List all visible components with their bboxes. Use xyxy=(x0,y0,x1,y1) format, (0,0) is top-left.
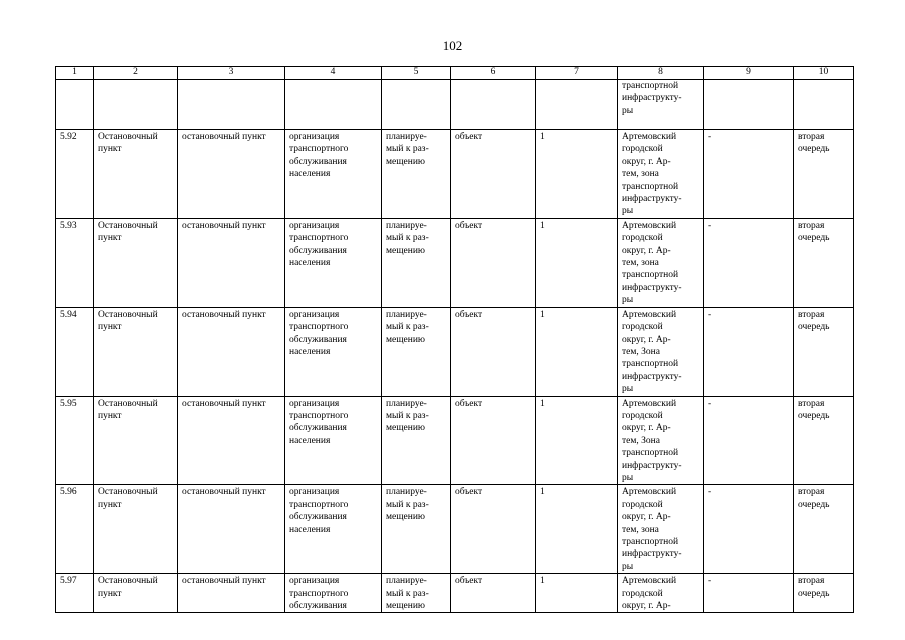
object-stage: вторая очередь xyxy=(794,574,854,613)
object-count: 1 xyxy=(536,218,618,307)
row-number: 5.97 xyxy=(56,574,94,613)
column-header: 1 xyxy=(56,67,94,80)
column-header: 10 xyxy=(794,67,854,80)
object-zone: - xyxy=(704,396,794,485)
object-location: Артемовский городской округ, г. Ар- тем, зона транспортной инфраструкту- ры xyxy=(618,130,704,219)
object-count: 1 xyxy=(536,130,618,219)
table-cell xyxy=(178,80,285,130)
table-cell xyxy=(451,80,536,130)
object-stage: вторая очередь xyxy=(794,485,854,574)
object-zone: - xyxy=(704,218,794,307)
table-row xyxy=(56,396,854,485)
object-type: остановочный пункт xyxy=(178,396,285,485)
object-purpose: организация транспортного обслуживания xyxy=(285,574,382,613)
page-number: 102 xyxy=(442,38,463,53)
object-name: Остановочный пункт xyxy=(94,485,178,574)
column-header: 8 xyxy=(618,67,704,80)
object-stage: вторая очередь xyxy=(794,307,854,396)
object-purpose: организация транспортного обслуживания населения xyxy=(285,396,382,485)
object-type: остановочный пункт xyxy=(178,130,285,219)
object-name: Остановочный пункт xyxy=(94,218,178,307)
object-name: Остановочный пункт xyxy=(94,307,178,396)
table-cell: транспортной инфраструкту- ры xyxy=(618,80,704,130)
column-header: 7 xyxy=(536,67,618,80)
table-row xyxy=(56,574,854,613)
object-status: планируе- мый к раз- мещению xyxy=(382,218,451,307)
objects-table xyxy=(55,66,854,613)
table-cell xyxy=(536,80,618,130)
table-cell xyxy=(285,80,382,130)
object-type: остановочный пункт xyxy=(178,574,285,613)
object-status: планируе- мый к раз- мещению xyxy=(382,307,451,396)
object-status: планируе- мый к раз- мещению xyxy=(382,485,451,574)
object-location: Артемовский городской округ, г. Ар- тем, Зона транспортной инфраструкту- ры xyxy=(618,396,704,485)
row-number: 5.92 xyxy=(56,130,94,219)
object-location: Артемовский городской округ, г. Ар- тем, зона транспортной инфраструкту- ры xyxy=(618,485,704,574)
object-status: планируе- мый к раз- мещению xyxy=(382,574,451,613)
column-header: 9 xyxy=(704,67,794,80)
object-zone: - xyxy=(704,130,794,219)
table-row xyxy=(56,218,854,307)
object-unit: объект xyxy=(451,307,536,396)
object-name: Остановочный пункт xyxy=(94,130,178,219)
table-cell xyxy=(382,80,451,130)
object-type: остановочный пункт xyxy=(178,307,285,396)
row-number: 5.95 xyxy=(56,396,94,485)
object-unit: объект xyxy=(451,574,536,613)
object-location: Артемовский городской округ, г. Ар- xyxy=(618,574,704,613)
table-row xyxy=(56,485,854,574)
object-unit: объект xyxy=(451,130,536,219)
table-row xyxy=(56,130,854,219)
object-zone: - xyxy=(704,485,794,574)
carry-over-row xyxy=(56,80,854,130)
header-row xyxy=(56,67,854,80)
object-location: Артемовский городской округ, г. Ар- тем, Зона транспортной инфраструкту- ры xyxy=(618,307,704,396)
table-cell xyxy=(794,80,854,130)
object-count: 1 xyxy=(536,485,618,574)
object-status: планируе- мый к раз- мещению xyxy=(382,130,451,219)
object-type: остановочный пункт xyxy=(178,485,285,574)
object-count: 1 xyxy=(536,574,618,613)
column-header: 5 xyxy=(382,67,451,80)
object-stage: вторая очередь xyxy=(794,130,854,219)
object-location: Артемовский городской округ, г. Ар- тем, зона транспортной инфраструкту- ры xyxy=(618,218,704,307)
table-cell xyxy=(94,80,178,130)
row-number: 5.96 xyxy=(56,485,94,574)
object-name: Остановочный пункт xyxy=(94,396,178,485)
object-type: остановочный пункт xyxy=(178,218,285,307)
object-unit: объект xyxy=(451,396,536,485)
column-header: 6 xyxy=(451,67,536,80)
object-name: Остановочный пункт xyxy=(94,574,178,613)
object-purpose: организация транспортного обслуживания населения xyxy=(285,130,382,219)
table-cell xyxy=(704,80,794,130)
column-header: 2 xyxy=(94,67,178,80)
table-cell xyxy=(56,80,94,130)
column-header: 3 xyxy=(178,67,285,80)
row-number: 5.93 xyxy=(56,218,94,307)
row-number: 5.94 xyxy=(56,307,94,396)
object-unit: объект xyxy=(451,218,536,307)
object-zone: - xyxy=(704,574,794,613)
object-purpose: организация транспортного обслуживания населения xyxy=(285,307,382,396)
object-stage: вторая очередь xyxy=(794,218,854,307)
object-status: планируе- мый к раз- мещению xyxy=(382,396,451,485)
object-purpose: организация транспортного обслуживания населения xyxy=(285,218,382,307)
object-zone: - xyxy=(704,307,794,396)
object-count: 1 xyxy=(536,307,618,396)
column-header: 4 xyxy=(285,67,382,80)
object-unit: объект xyxy=(451,485,536,574)
object-count: 1 xyxy=(536,396,618,485)
object-stage: вторая очередь xyxy=(794,396,854,485)
table-row xyxy=(56,307,854,396)
object-purpose: организация транспортного обслуживания населения xyxy=(285,485,382,574)
